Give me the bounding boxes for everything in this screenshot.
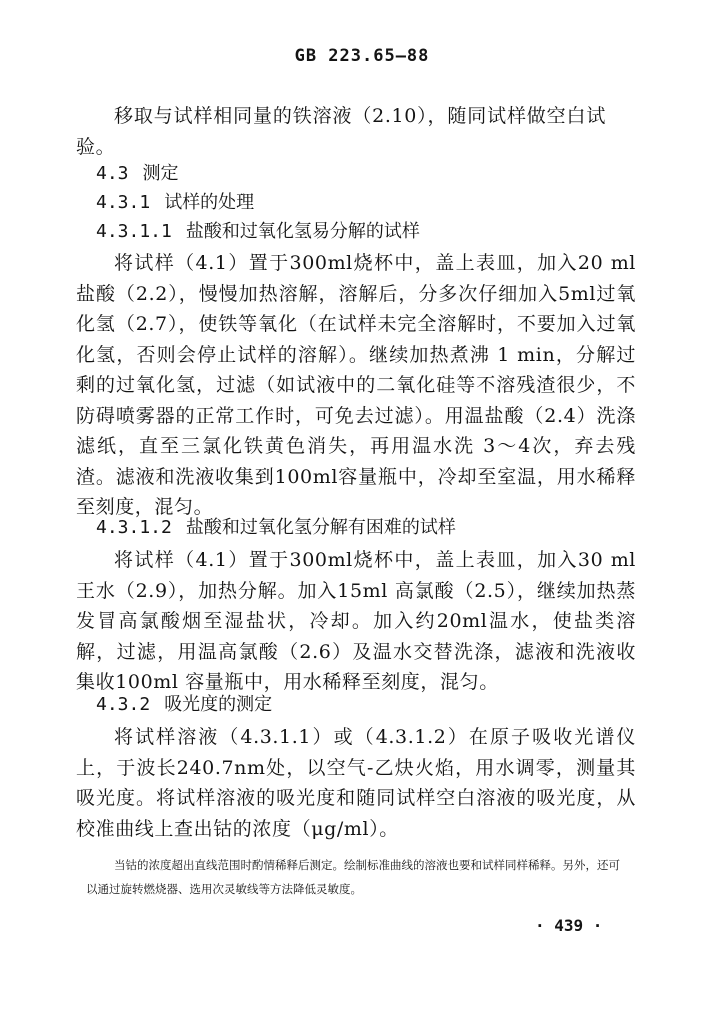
- section-title: 试样的处理: [164, 192, 255, 213]
- section-title: 测定: [142, 163, 179, 184]
- page-header: GB 223.65—88: [294, 46, 430, 66]
- section-4-3-heading: [96, 162, 179, 186]
- page-number: · 439 ·: [535, 916, 603, 935]
- section-number: 4.3.2: [96, 694, 151, 715]
- section-number: 4.3: [96, 163, 129, 184]
- section-4-3-1-heading: [96, 191, 254, 215]
- section-title: 吸光度的测定: [164, 694, 273, 715]
- section-number: 4.3.1: [96, 192, 151, 213]
- paragraph-4-3-1-1: 将试样（4.1）置于300ml烧杯中，盖上表皿，加入20 ml盐酸（2.2），慢慢加热溶解，溶解后，分多次仔细加入5ml过氧化氢（2.7），使铁等氧化（在试样未完全溶解时，不要加入过氧化氢，否则会停止试样的溶解）。继续加热煮沸 1 min，分解过剩的过氧化氢，过滤（如试液中的二氧化硅等不溶残渣很少，不防碍喷雾器的正常工作时，可免去过滤）。用温盐酸（2.4）洗涤滤纸，直至三氯化铁黄色消失，再用温水洗 3～4次，弃去残渣。滤液和洗液收集到100ml容量瓶中，冷却至室温，用水稀释至刻度，混匀。: [76, 252, 636, 518]
- section-4-3-1-1-heading: [96, 220, 420, 244]
- footnote: 当钴的浓度超出直线范围时酌情稀释后测定。绘制标准曲线的溶液也要和试样同样稀释。另外，还可以通过旋转燃烧器、选用次灵敏线等方法降低灵敏度。: [86, 858, 620, 896]
- paragraph-4-3-1-2: 将试样（4.1）置于300ml烧杯中，盖上表皿，加入30 ml 王水（2.9），加热分解。加入15ml 高氯酸（2.5），继续加热蒸发冒高氯酸烟至湿盐状，冷却。加入约20ml温水，使盐类溶解，过滤，用温高氯酸（2.6）及温水交替洗涤，滤液和洗液收集收100ml 容量瓶中，用水稀释至刻度，混匀。: [76, 549, 636, 693]
- intro-paragraph: 移取与试样相同量的铁溶液（2.10），随同试样做空白试验。: [76, 105, 606, 158]
- section-title: 盐酸和过氧化氢分解有困难的试样: [185, 517, 456, 538]
- section-4-3-1-2-heading: [96, 516, 456, 540]
- section-title: 盐酸和过氧化氢易分解的试样: [185, 221, 420, 242]
- section-4-3-2-heading: [96, 693, 272, 717]
- paragraph-4-3-2: 将试样溶液（4.3.1.1）或（4.3.1.2）在原子吸收光谱仪上，于波长240.7nm处，以空气-乙炔火焰，用水调零，测量其吸光度。将试样溶液的吸光度和随同试样空白溶液的吸光度，从校准曲线上查出钴的浓度（μg/ml）。: [76, 726, 636, 840]
- section-number: 4.3.1.1: [96, 221, 172, 242]
- section-number: 4.3.1.2: [96, 517, 172, 538]
